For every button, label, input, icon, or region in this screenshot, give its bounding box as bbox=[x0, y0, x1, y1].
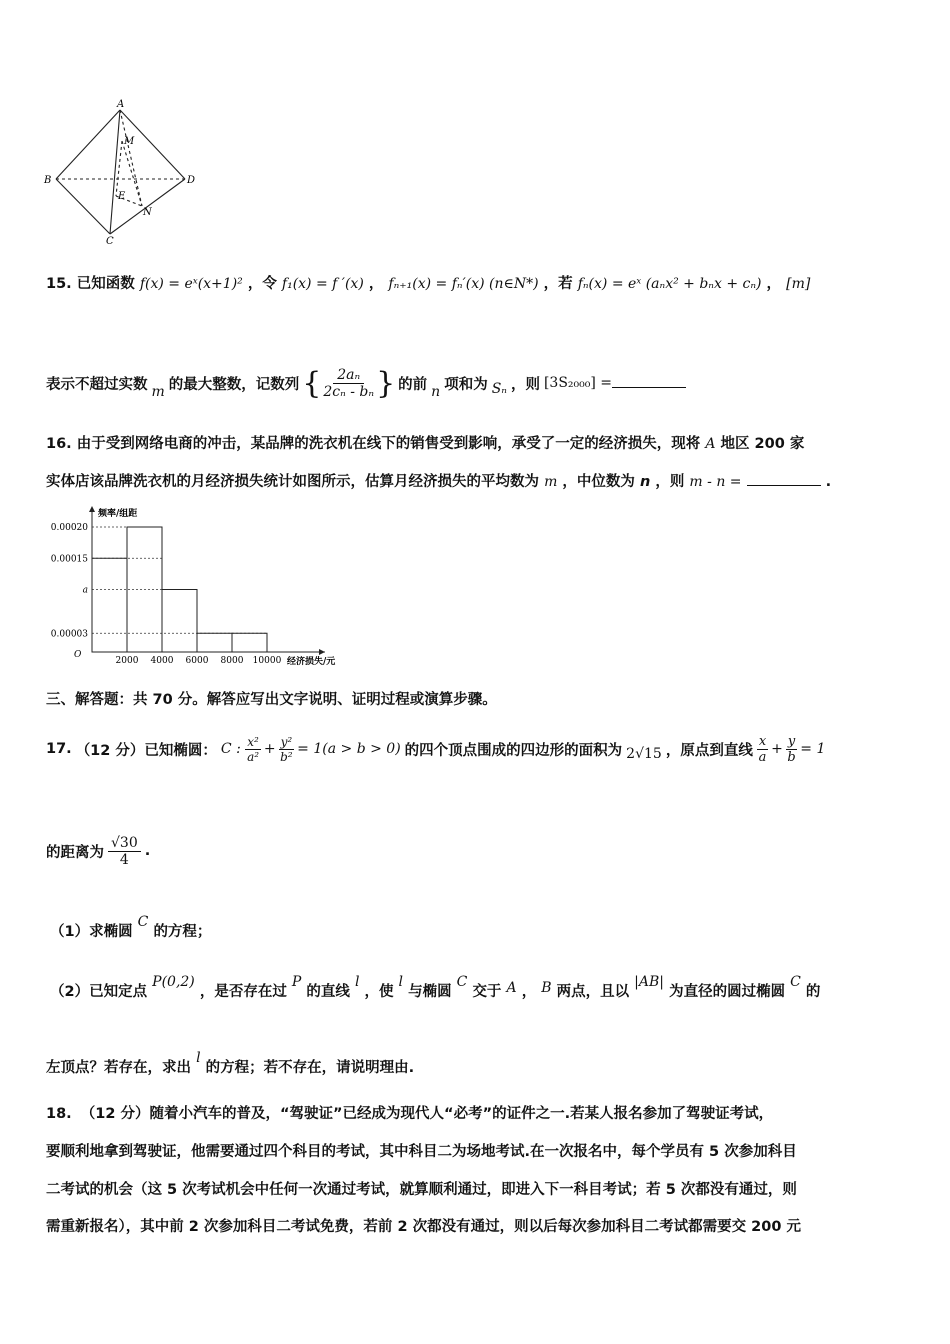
q17-distance: √30 4 bbox=[108, 835, 141, 868]
histogram-bar bbox=[232, 633, 267, 652]
q15-fn-form: fₙ(x) = eˣ (aₙx² + bₙx + cₙ) bbox=[577, 276, 762, 292]
y-tick-label: 0.00003 bbox=[50, 629, 88, 640]
q15-fn-def: fₙ₊₁(x) = fₙ′(x) (n∈N*) bbox=[388, 276, 539, 292]
q15-line1: 15. 已知函数 f(x) = eˣ(x+1)² ，令 f₁(x) = f ′(x) ， fₙ₊₁(x) = fₙ′(x) (n∈N*) ，若 fₙ(x) = eˣ (aₙx² + bₙx + cₙ) ， [m] bbox=[46, 276, 811, 292]
histogram-bar bbox=[92, 558, 127, 652]
q15-f-def: f(x) = eˣ(x+1)² bbox=[139, 276, 243, 292]
q17-part2: （2）已知定点 P(0,2) ，是否存在过 P 的直线 l ，使 l 与椭圆 C 交于 A ， B 两点，且以 |AB| 为直径的圆过椭圆 C 的 bbox=[50, 974, 821, 1000]
histogram-bar bbox=[162, 590, 197, 653]
q16-line1: 16. 由于受到网络电商的冲击，某品牌的洗衣机在线下的销售受到影响，承受了一定的经济损失，现将 A 地区 200 家 bbox=[46, 436, 805, 452]
q18-line2: 要顺利地拿到驾驶证，他需要通过四个科目的考试，其中科目二为场地考试.在一次报名中，每个学员有 5 次参加科目 bbox=[46, 1144, 797, 1160]
q17-line: x a + $\frac{y}{b}$ = 1 bbox=[758, 733, 826, 765]
y-tick-label: a bbox=[82, 585, 88, 596]
origin-label: O bbox=[74, 650, 82, 660]
q16-line2: 实体店该品牌洗衣机的月经济损失统计如图所示，估算月经济损失的平均数为 m ，中位数为 n ，则 m - n = . bbox=[46, 474, 832, 490]
q17-part1: （1）求椭圆 C 的方程； bbox=[50, 914, 212, 940]
q15-answer-blank bbox=[612, 375, 686, 388]
x-axis-label: 经济损失/元 bbox=[287, 657, 336, 667]
x-tick-label: 2000 bbox=[115, 656, 139, 666]
label-A: A bbox=[117, 99, 125, 110]
label-E: E bbox=[118, 191, 126, 202]
x-tick-label: 10000 bbox=[252, 656, 282, 666]
y-axis-label: 频率/组距 bbox=[98, 509, 138, 519]
q18-line3: 二考试的机会（这 5 次考试机会中任何一次通过考试，就算顺利通过，即进入下一科目考试；若 5 次都没有通过，则 bbox=[46, 1182, 797, 1198]
label-B: B bbox=[44, 175, 52, 186]
y-tick-label: 0.00020 bbox=[50, 523, 88, 533]
q18-line4: 需重新报名），其中前 2 次参加科目二考试免费，若前 2 次都没有通过，则以后每次参加科目二考试都需要交 200 元 bbox=[46, 1219, 801, 1235]
q18-line1: 18. （12 分）随着小汽车的普及，“驾驶证”已经成为现代人“必考”的证件之一.若某人报名参加了驾驶证考试， bbox=[46, 1106, 774, 1122]
x-tick-label: 4000 bbox=[150, 656, 174, 666]
q15-floor-m: [m] bbox=[786, 276, 811, 292]
label-M: M bbox=[124, 136, 135, 147]
q17-line1: 17. （12 分）已知椭圆： C : x² a² + $\frac{\text{y²}}{\text{b²}}$ = 1(a > b > 0) 的四个顶点围成的四边形的面积为 2√15 ，原点到直线 x a + $\frac{y}{b}$ = 1 bbox=[46, 733, 826, 765]
q15-answer-expr: [3S₂₀₀₀] = bbox=[543, 375, 613, 391]
q15-f1-def: f₁(x) = f ′(x) bbox=[281, 276, 364, 292]
q17-part2-cont: 左顶点？若存在，求出 l 的方程；若不存在，请说明理由. bbox=[46, 1050, 415, 1076]
q15-number: 15. bbox=[46, 276, 72, 292]
q17-line2: 的距离为 √30 4 . bbox=[46, 834, 151, 868]
x-tick-label: 8000 bbox=[220, 656, 244, 666]
q15-line2: 表示不超过实数 m 的最大整数，记数列 { 2aₙ 2cₙ - bₙ } 的前 n 项和为 Sₙ ，则 [3S₂₀₀₀] = bbox=[46, 358, 686, 408]
q17-ellipse: C : x² a² + $\frac{\text{y²}}{\text{b²}}$ = 1(a > b > 0) bbox=[220, 734, 401, 764]
y-axis-arrow bbox=[89, 506, 95, 512]
pyramid-figure bbox=[40, 96, 210, 246]
loss-histogram bbox=[40, 502, 360, 672]
histogram-bar bbox=[197, 633, 232, 652]
x-tick-label: 6000 bbox=[185, 656, 209, 666]
label-N: N bbox=[143, 207, 152, 218]
y-tick-label: 0.00015 bbox=[50, 554, 88, 565]
q16-answer-blank bbox=[747, 473, 821, 486]
x-axis-arrow bbox=[319, 649, 325, 655]
q17-area: 2√15 bbox=[626, 746, 662, 762]
section-3-heading: 三、解答题：共 70 分。解答应写出文字说明、证明过程或演算步骤。 bbox=[46, 692, 497, 708]
label-D: D bbox=[187, 175, 196, 186]
q15-sequence-fraction: { 2aₙ 2cₙ - bₙ } bbox=[302, 365, 396, 401]
label-C: C bbox=[106, 236, 114, 246]
